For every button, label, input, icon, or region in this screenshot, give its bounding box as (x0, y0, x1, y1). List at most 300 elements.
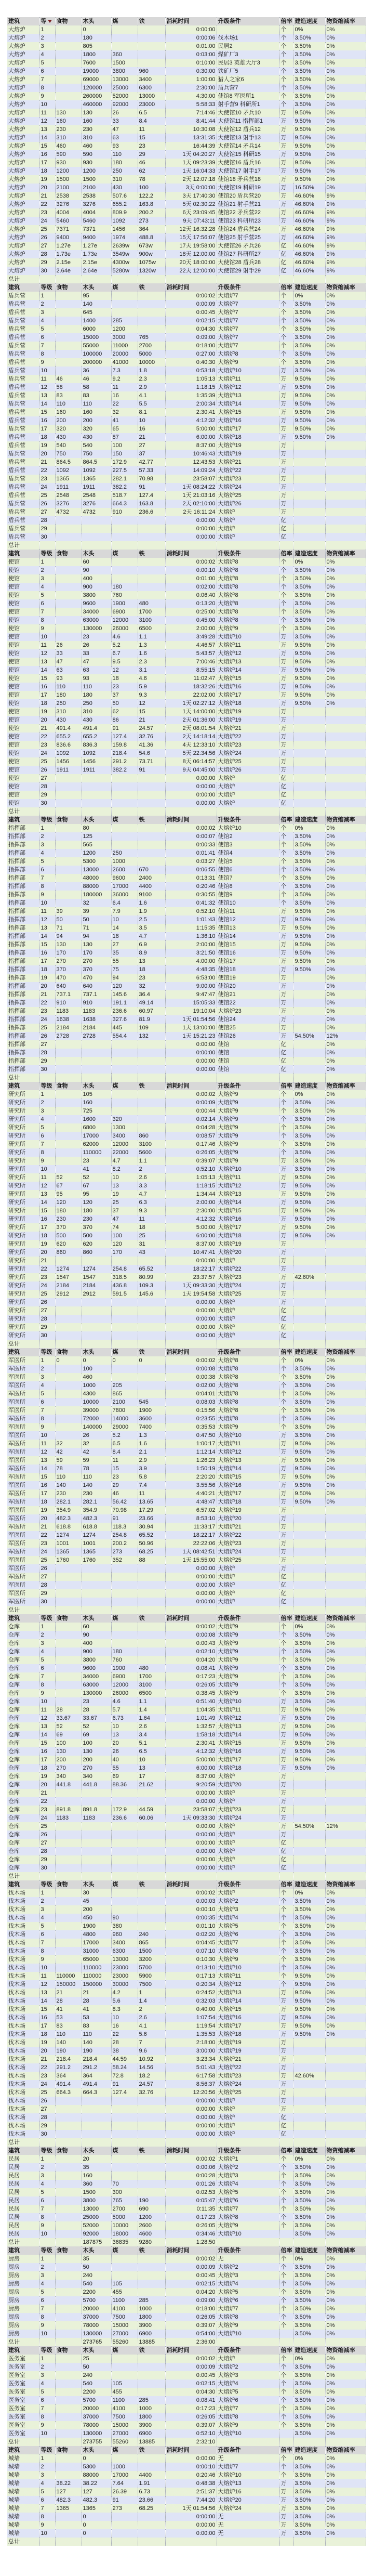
cell-coal (111, 2454, 138, 2463)
cell-reduction (325, 782, 366, 791)
cell-wood: 187875 (82, 2238, 111, 2246)
cell-reduction: 0% (325, 1914, 366, 1922)
cell-iron (138, 1040, 165, 1049)
table-row (7, 2313, 366, 2321)
cell-condition: 使馆3 (217, 841, 279, 849)
cell-reduction (325, 1789, 366, 1797)
cell-building: 大熔炉 (7, 200, 39, 208)
cell-unit: 万 (279, 1481, 293, 1489)
table-row (7, 965, 366, 974)
cell-coal: 7.9 (111, 907, 138, 916)
cell-speed (293, 2238, 325, 2246)
cell-building: 盾兵营 (7, 475, 39, 483)
cell-condition: 大熔炉12 (217, 1182, 279, 1190)
cell-condition: 大熔炉 (217, 1573, 279, 1581)
cell-level: 9 (39, 358, 55, 367)
cell-level: 28 (39, 1581, 55, 1589)
table-row (7, 1706, 366, 1714)
cell-time: 4:12:32 (165, 1215, 217, 1223)
cell-unit: 万 (279, 2030, 293, 2038)
cell-iron (138, 2379, 165, 2388)
cell-unit: 个 (279, 2463, 293, 2471)
cell-time: 18:22:17 (165, 1531, 217, 1539)
cell-condition: 大熔炉12 (217, 383, 279, 391)
cell-reduction: 0% (325, 1365, 366, 1373)
cell-condition: 大熔炉17 (217, 2022, 279, 2030)
cell-level: 29 (39, 258, 55, 267)
header-cell-building: 建筑 (7, 550, 39, 558)
header-cell-food: 食物 (55, 1614, 82, 1623)
cell-level: 12 (39, 1980, 55, 1989)
cell-condition: 大熔炉7 (217, 300, 279, 308)
cell-time: 0:00:00 (165, 2454, 217, 2463)
cell-level: 11 (39, 1173, 55, 1182)
cell-iron: 42.77 (138, 458, 165, 466)
cell-level: 2 (39, 2463, 55, 2471)
cell-food: 230 (55, 125, 82, 134)
cell-iron: 2.9 (138, 1456, 165, 1464)
cell-building: 使馆 (7, 799, 39, 807)
cell-coal (111, 2113, 138, 2122)
cell-coal: 2100 (111, 1398, 138, 1406)
cell-time: 6:00:00 (165, 433, 217, 441)
table-row (7, 25, 366, 34)
cell-condition: 大熔炉22 (217, 466, 279, 475)
cell-building: 仓库 (7, 1739, 39, 1747)
cell-wood: 110000 (82, 1964, 111, 1972)
cell-unit: 万 (279, 907, 293, 916)
cell-coal: 200.2 (111, 1539, 138, 1548)
cell-building: 军医所 (7, 1514, 39, 1523)
cell-reduction: 0% (325, 891, 366, 899)
cell-wood: 5700 (82, 2396, 111, 2404)
cell-building: 使馆 (7, 558, 39, 566)
cell-reduction: 0% (325, 2313, 366, 2321)
cell-level: 3 (39, 1905, 55, 1914)
cell-time: 8:41:44 (165, 117, 217, 125)
cell-iron: 1.4 (138, 1706, 165, 1714)
cell-wood: 1183 (82, 1814, 111, 1822)
cell-time: 0:00:00 (165, 1315, 217, 1323)
cell-wood: 50 (82, 2363, 111, 2371)
cell-iron: 54.6 (138, 749, 165, 757)
cell-time: 8:55:15 (165, 666, 217, 674)
cell-speed: 54.50% (293, 1822, 325, 1830)
cell-level: 2 (39, 2163, 55, 2172)
cell-level: 3 (39, 1107, 55, 1115)
table-row (7, 1939, 366, 1947)
cell-time: 10:46:43 (165, 450, 217, 458)
cell-speed: 3.50% (293, 342, 325, 350)
cell-condition: 使馆9 (217, 891, 279, 899)
cell-speed: 3.50% (293, 1922, 325, 1930)
cell-condition: 大熔炉 (217, 1855, 279, 1864)
cell-time: 0:04:20 (165, 2288, 217, 2296)
cell-condition: 大熔炉9 (217, 1115, 279, 1123)
cell-time: 1天 14:00:00 (165, 708, 217, 716)
cell-unit: 个 (279, 317, 293, 325)
cell-wood: 291.2 (82, 2063, 111, 2072)
cell-food: 130 (55, 1747, 82, 1756)
cell-coal (111, 1889, 138, 1897)
cell-time: 1:05:13 (165, 375, 217, 383)
cell-unit: 万 (279, 1697, 293, 1706)
table-row (7, 258, 366, 267)
cell-wood (82, 2105, 111, 2113)
cell-level: 16 (39, 683, 55, 691)
cell-speed: 9.50% (293, 1747, 325, 1756)
cell-time: 16:44:39 (165, 142, 217, 150)
column-header-row (7, 1348, 366, 1356)
cell-level: 4 (39, 317, 55, 325)
cell-speed (293, 1855, 325, 1864)
header-cell-level: 等级 (39, 2346, 55, 2355)
cell-time: 0:17:46 (165, 1140, 217, 1148)
cell-food (55, 832, 82, 841)
cell-building: 使馆 (7, 566, 39, 574)
cell-speed (293, 541, 325, 550)
cell-iron: 190 (138, 2196, 165, 2205)
cell-unit: 万 (279, 1489, 293, 1498)
table-row (7, 2072, 366, 2080)
cell-time: 0:08:03 (165, 1398, 217, 1406)
cell-reduction: 0% (325, 2205, 366, 2213)
cell-speed: 9.50% (293, 1207, 325, 1215)
cell-building: 城墙 (7, 2471, 39, 2479)
cell-reduction: 0% (325, 1423, 366, 1431)
table-row (7, 184, 366, 192)
cell-food: 200 (55, 1756, 82, 1764)
cell-unit: 万 (279, 217, 293, 225)
cell-food: 33 (55, 649, 82, 658)
cell-time: 2:32:10 (165, 2438, 217, 2446)
cell-iron: 6.9 (138, 940, 165, 949)
cell-coal: 105 (111, 2379, 138, 2388)
table-row (7, 2488, 366, 2496)
cell-condition: 大熔炉9 (217, 1664, 279, 1672)
cell-coal: 3400 (111, 1939, 138, 1947)
table-row (7, 1040, 366, 1049)
cell-unit: 万 (279, 2063, 293, 2072)
cell-unit: 个 (279, 2263, 293, 2271)
cell-iron: 32.76 (138, 2088, 165, 2097)
cell-food (55, 2429, 82, 2438)
cell-iron (138, 1797, 165, 1806)
cell-condition: 大熔炉23 (217, 1007, 279, 1015)
table-row (7, 683, 366, 691)
cell-time: 4:40:21 (165, 1489, 217, 1498)
table-row (7, 134, 366, 142)
table-row (7, 1190, 366, 1198)
table-row (7, 50, 366, 59)
cell-condition: 大熔炉 (217, 1822, 279, 1830)
cell-iron: 765 (138, 333, 165, 342)
cell-reduction: 0% (325, 1165, 366, 1173)
cell-unit: 万 (279, 733, 293, 741)
cell-coal: 26 (111, 109, 138, 117)
table-row (7, 1689, 366, 1697)
cell-unit: 万 (279, 2005, 293, 2013)
header-cell-food: 食物 (55, 550, 82, 558)
cell-condition: 大熔炉5 (217, 2388, 279, 2396)
cell-level: 18 (39, 965, 55, 974)
cell-level: 4 (39, 849, 55, 857)
cell-wood: 19000 (82, 67, 111, 75)
cell-speed: 9.50% (293, 641, 325, 649)
cell-wood: 2184 (82, 1024, 111, 1032)
cell-speed (293, 483, 325, 491)
cell-level: 19 (39, 175, 55, 184)
cell-coal (111, 533, 138, 541)
cell-time: 2天 01:36:00 (165, 716, 217, 724)
cell-reduction (325, 766, 366, 774)
cell-speed (293, 782, 325, 791)
cell-iron: 3.4 (138, 1731, 165, 1739)
cell-speed: 3.50% (293, 899, 325, 907)
cell-reduction: 0% (325, 2321, 366, 2330)
column-header-row (7, 283, 366, 292)
cell-iron: 3100 (138, 1140, 165, 1148)
cell-condition: 使馆4 (217, 849, 279, 857)
cell-condition: 大熔炉8 (217, 1398, 279, 1406)
cell-wood: 364 (82, 2072, 111, 2080)
cell-reduction (325, 1323, 366, 1331)
cell-condition: 大熔炉14 (217, 400, 279, 408)
cell-building: 使馆 (7, 741, 39, 749)
cell-level: 5 (39, 2188, 55, 2196)
cell-unit: 个 (279, 358, 293, 367)
cell-wood: 110 (82, 683, 111, 691)
cell-building: 盾兵营 (7, 433, 39, 441)
cell-reduction (325, 1298, 366, 1306)
cell-condition: 大熔炉23 (217, 1806, 279, 1814)
cell-building: 医务室 (7, 2371, 39, 2379)
cell-reduction: 0% (325, 2471, 366, 2479)
cell-wood: 100 (82, 1365, 111, 1373)
cell-condition: 大熔炉15 (217, 1207, 279, 1215)
cell-reduction: 0% (325, 2454, 366, 2463)
cell-wood: 130000 (82, 2429, 111, 2438)
cell-condition: 无 (217, 2255, 279, 2263)
cell-unit: 个 (279, 2313, 293, 2321)
cell-food (55, 1964, 82, 1972)
cell-iron (138, 2513, 165, 2521)
cell-level (39, 1074, 55, 1082)
cell-time: 1天 01:54:56 (165, 2504, 217, 2513)
cell-speed: 3.50% (293, 1132, 325, 1140)
cell-condition: 大熔炉 (217, 2105, 279, 2113)
table-row (7, 1306, 366, 1315)
cell-food (55, 2538, 82, 2546)
cell-food (55, 2280, 82, 2288)
table-row (7, 375, 366, 383)
cell-speed (293, 1797, 325, 1806)
cell-time: 0:00:00 (165, 1589, 217, 1598)
table-row (7, 483, 366, 491)
cell-iron: 23 (138, 142, 165, 150)
cell-unit: 个 (279, 84, 293, 92)
cell-wood: 910 (82, 999, 111, 1007)
cell-wood (82, 275, 111, 283)
cell-reduction: 0% (325, 2263, 366, 2271)
cell-building: 盾兵营 (7, 408, 39, 416)
cell-iron: 3.9 (138, 1464, 165, 1473)
table-row (7, 1781, 366, 1789)
cell-speed: 3.50% (293, 1365, 325, 1373)
cell-condition: 大熔炉 (217, 2355, 279, 2363)
cell-level: 4 (39, 2180, 55, 2188)
cell-wood: 88000 (82, 2471, 111, 2479)
sort-filter-dropdown-icon[interactable] (48, 20, 52, 23)
cell-building: 大熔炉 (7, 92, 39, 100)
table-row (7, 2180, 366, 2188)
cell-level: 29 (39, 791, 55, 799)
cell-reduction: 0% (325, 699, 366, 708)
cell-time: 1:12:14 (165, 1448, 217, 1456)
cell-level: 1 (39, 1623, 55, 1631)
cell-iron (138, 782, 165, 791)
table-row (7, 599, 366, 608)
cell-condition: 大熔炉16 (217, 1747, 279, 1756)
cell-building: 研究所 (7, 1273, 39, 1282)
cell-condition: 大熔炉 (217, 1864, 279, 1872)
cell-building: 研究所 (7, 1107, 39, 1115)
cell-time: 12天 16:32:28 (165, 225, 217, 233)
cell-building: 民居 (7, 2213, 39, 2221)
cell-speed (293, 1506, 325, 1514)
cell-coal: 4100 (111, 2404, 138, 2413)
cell-reduction: 0% (325, 1381, 366, 1390)
cell-unit (279, 2438, 293, 2446)
cell-speed (293, 1514, 325, 1523)
cell-level: 27 (39, 1573, 55, 1581)
cell-time: 20天 18:00:00 (165, 258, 217, 267)
cell-reduction: 0% (325, 142, 366, 150)
cell-unit: 万 (279, 1207, 293, 1215)
cell-wood (82, 1040, 111, 1049)
cell-wood: 460 (82, 142, 111, 150)
cell-iron: 1800 (138, 2313, 165, 2321)
cell-condition: 大熔炉12 (217, 1980, 279, 1989)
cell-condition: 无 (217, 2529, 279, 2538)
cell-coal: 18000 (111, 2230, 138, 2238)
cell-speed: 9.50% (293, 1190, 325, 1198)
cell-condition: 大熔炉8 (217, 1381, 279, 1390)
cell-unit: 万 (279, 757, 293, 766)
header-cell-time: 消耗时间 (165, 2147, 217, 2155)
table-row (7, 2013, 366, 2022)
cell-wood: 34000 (82, 1672, 111, 1681)
cell-building: 民居 (7, 2155, 39, 2163)
cell-food (55, 1647, 82, 1656)
cell-condition: 大熔炉18 (217, 1232, 279, 1240)
cell-building: 军医所 (7, 1531, 39, 1539)
cell-time: 0:39:07 (165, 2421, 217, 2429)
cell-condition: 使馆12 (217, 916, 279, 924)
cell-coal: 170 (111, 1248, 138, 1257)
table-row (7, 1498, 366, 1506)
cell-iron: 60.06 (138, 1814, 165, 1822)
cell-iron: 1.4 (138, 1997, 165, 2005)
cell-coal: 320 (111, 1115, 138, 1123)
cell-reduction (325, 1830, 366, 1839)
cell-coal: 91 (111, 1514, 138, 1523)
cell-reduction: 0% (325, 1731, 366, 1739)
cell-wood: 83 (82, 391, 111, 400)
cell-building: 使馆 (7, 574, 39, 583)
cell-unit (279, 2338, 293, 2346)
total-row (7, 1606, 366, 1614)
cell-wood: 230 (82, 1215, 111, 1223)
cell-coal: 9600 (111, 874, 138, 882)
table-row (7, 866, 366, 874)
cell-reduction: 0% (325, 325, 366, 333)
cell-speed: 3.50% (293, 2263, 325, 2271)
cell-building: 大熔炉 (7, 258, 39, 267)
header-cell-iron: 铁 (138, 2246, 165, 2255)
cell-coal: 12 (111, 666, 138, 674)
cell-level: 24 (39, 1282, 55, 1290)
cell-unit: 个 (279, 2413, 293, 2421)
cell-time: 0:00:00 (165, 533, 217, 541)
cell-level: 3 (39, 2172, 55, 2180)
cell-reduction (325, 516, 366, 525)
cell-coal: 273 (111, 1548, 138, 1556)
cell-iron: 68.25 (138, 1548, 165, 1556)
cell-condition: 大熔炉 (217, 791, 279, 799)
cell-unit (279, 1074, 293, 1082)
table-row (7, 109, 366, 117)
table-row (7, 1598, 366, 1606)
cell-coal (111, 25, 138, 34)
cell-reduction: 0% (325, 375, 366, 383)
cell-iron: 2 (138, 2005, 165, 2013)
cell-food: 3276 (55, 500, 82, 508)
cell-speed: 3.50% (293, 841, 325, 849)
cell-speed: 3.50% (293, 866, 325, 874)
cell-speed: 9.50% (293, 1473, 325, 1481)
cell-unit: 个 (279, 325, 293, 333)
cell-iron: 13885 (138, 2438, 165, 2446)
cell-coal (111, 1598, 138, 1606)
cell-time: 1天 15:55:00 (165, 1556, 217, 1564)
cell-condition: 大熔炉17 (217, 1223, 279, 1232)
header-cell-condition: 升级条件 (217, 2446, 279, 2454)
cell-total-label: 总计 (7, 1606, 39, 1614)
cell-reduction: 0% (325, 1672, 366, 1681)
cell-coal: 327.6 (111, 1015, 138, 1024)
cell-speed: 3.50% (293, 2296, 325, 2305)
cell-unit: 亿 (279, 1847, 293, 1855)
cell-iron: 13000 (138, 92, 165, 100)
table-row (7, 1697, 366, 1706)
cell-iron: 2.3 (138, 658, 165, 666)
cell-unit: 个 (279, 2163, 293, 2172)
cell-condition: 大熔炉16 (217, 2488, 279, 2496)
cell-coal: 55 (111, 957, 138, 965)
cell-unit: 万 (279, 433, 293, 441)
cell-iron: 13 (138, 1764, 165, 1772)
cell-reduction: 0% (325, 1473, 366, 1481)
cell-coal (111, 824, 138, 832)
cell-iron (138, 807, 165, 816)
cell-iron: 46 (138, 159, 165, 167)
cell-condition: 大熔炉8 (217, 566, 279, 574)
cell-condition: 大熔炉9 (217, 1090, 279, 1099)
cell-speed: 3.50% (293, 2471, 325, 2479)
cell-iron: 1.1 (138, 633, 165, 641)
cell-level: 12 (39, 1714, 55, 1722)
